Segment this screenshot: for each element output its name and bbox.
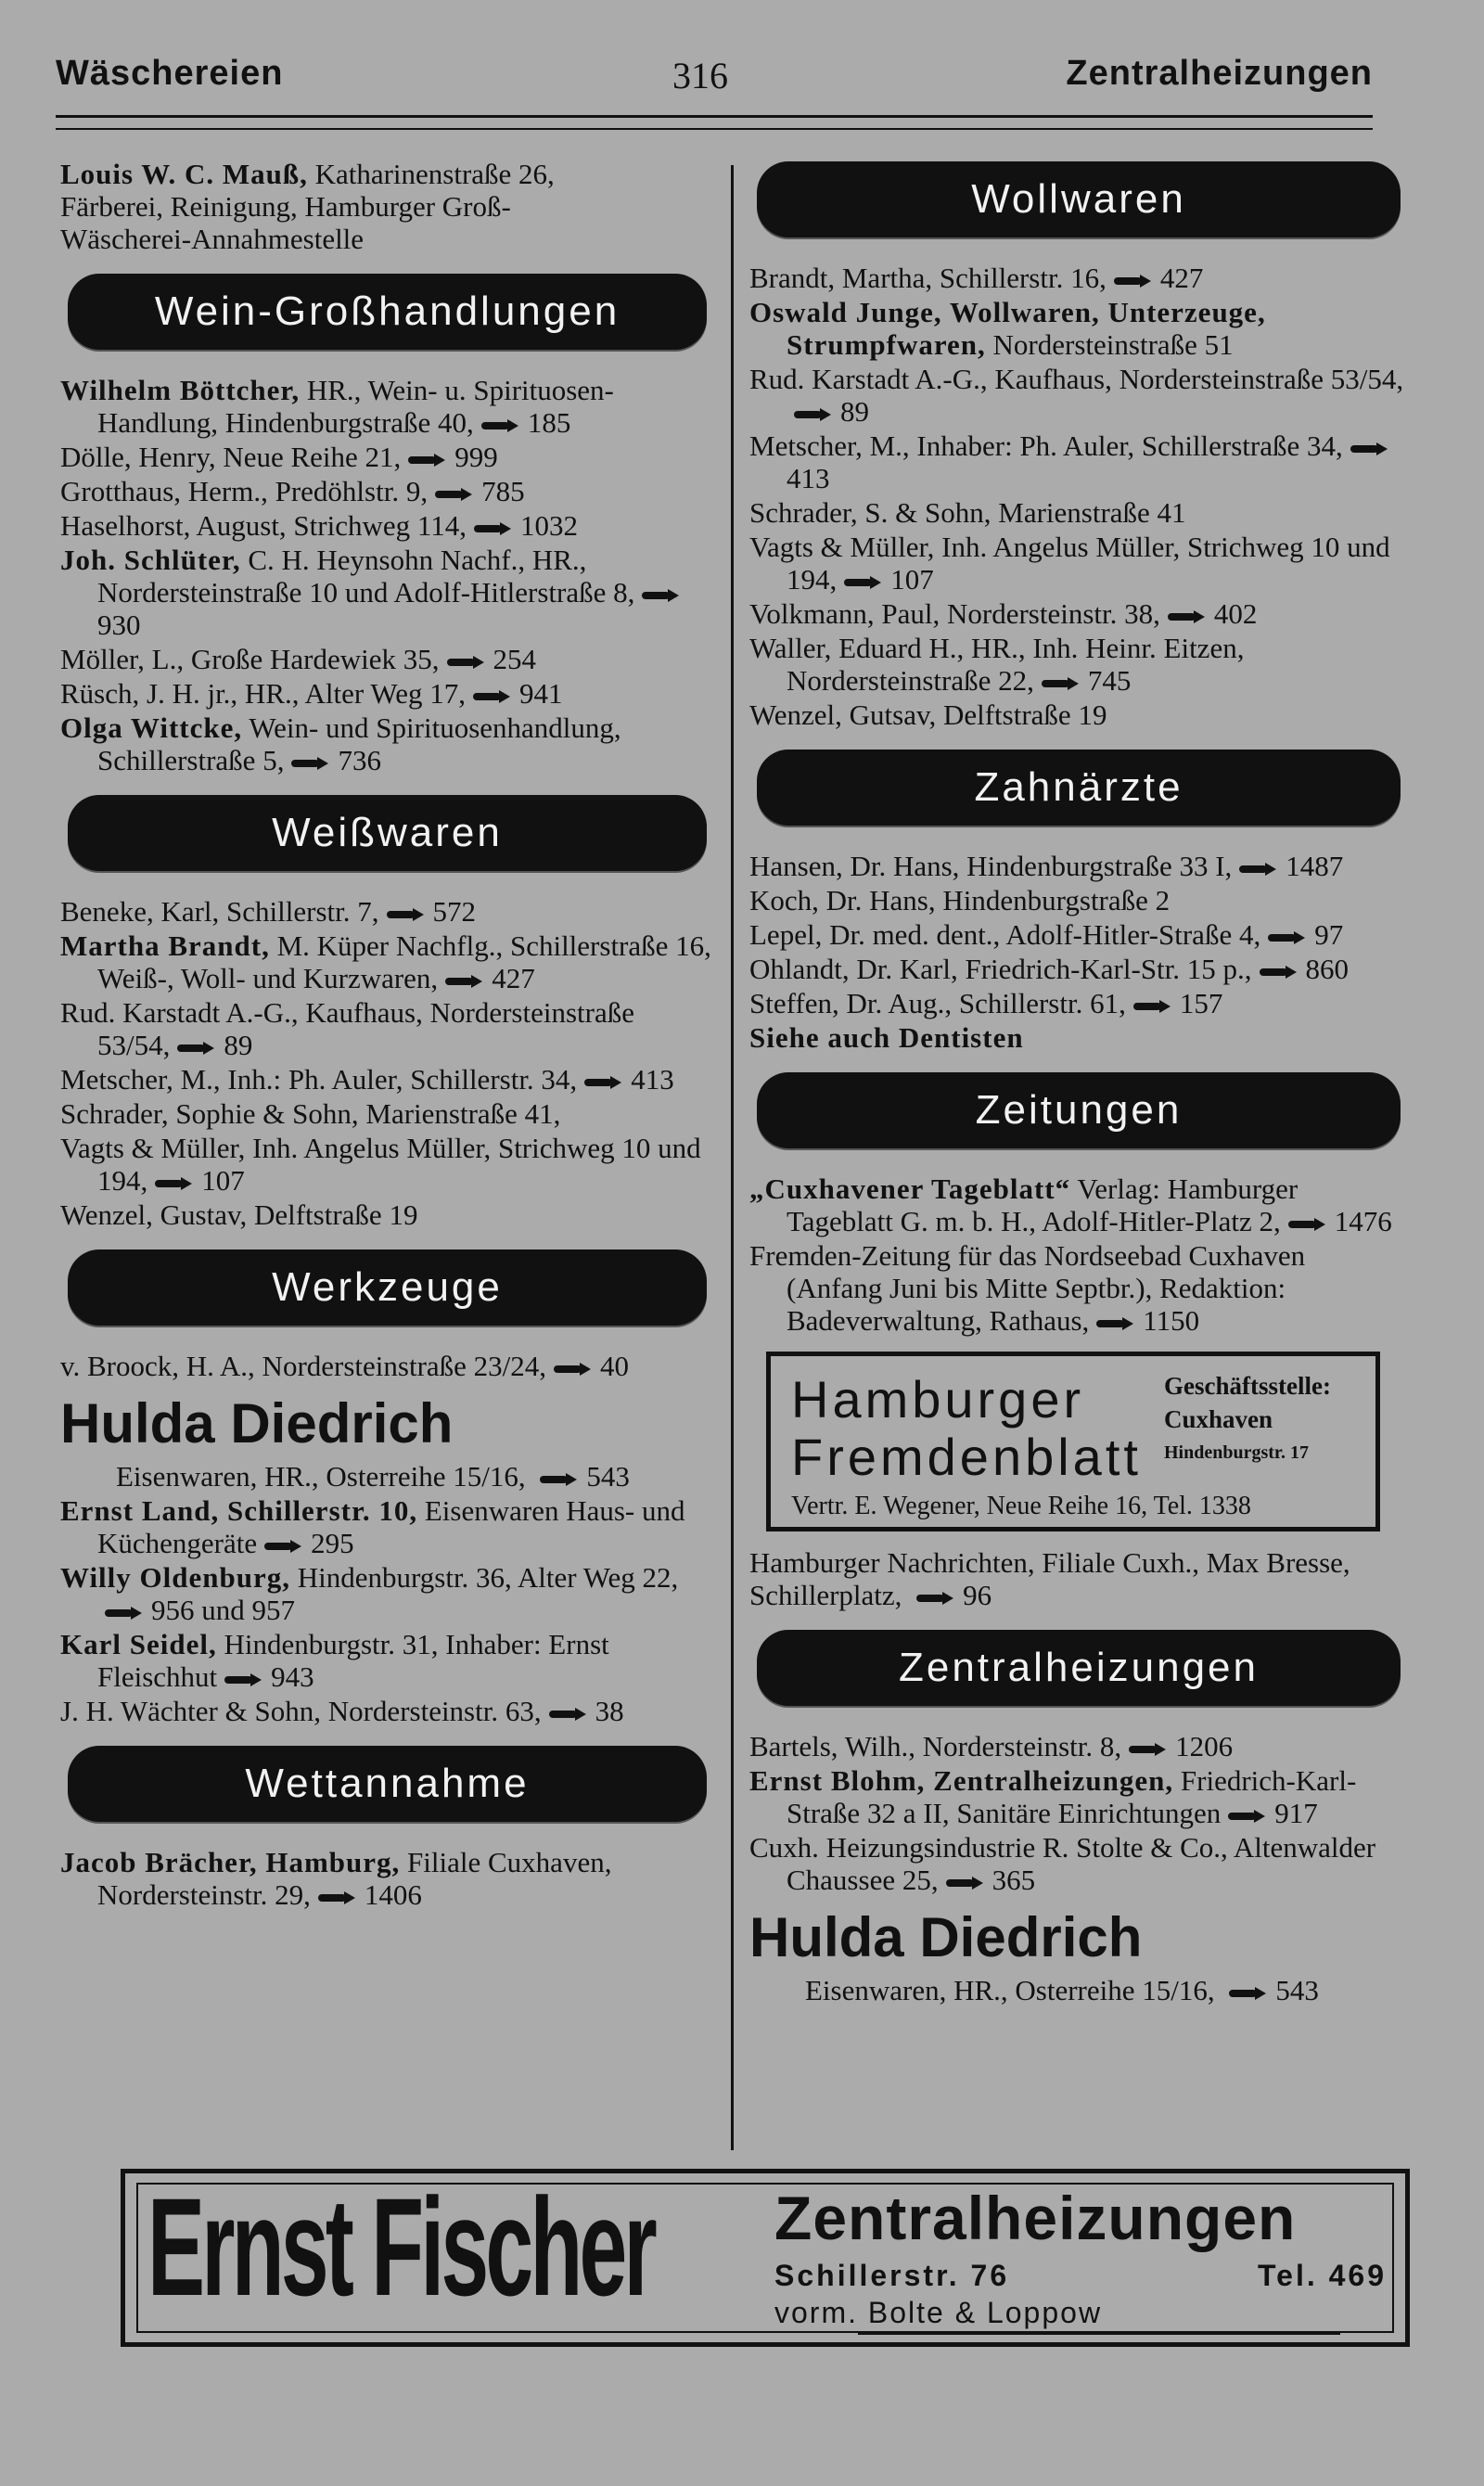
- list-item: [60, 1097, 714, 1130]
- entry-text: Rüsch, J. H. jr., HR., Alter Weg 17,: [60, 677, 466, 710]
- entry-text: Koch, Dr. Hans, Hindenburgstraße 2: [749, 884, 1171, 916]
- header-rule: [56, 115, 1373, 118]
- entry-text: Schrader, S. & Sohn, Marienstraße 41: [749, 496, 1186, 529]
- phone-icon: [642, 589, 681, 602]
- list-item: [60, 1198, 714, 1231]
- entry-text: Metscher, M., Inhaber: Ph. Auler, Schillerstraße 34,: [749, 429, 1343, 462]
- list-item: [60, 544, 714, 641]
- entry-text: Brandt, Martha, Schillerstr. 16,: [749, 262, 1107, 294]
- list-item: [60, 374, 714, 439]
- list-item: [749, 363, 1408, 428]
- phone-number: 413: [787, 462, 830, 494]
- weiss-list: [60, 895, 714, 1231]
- entry-text: M. Küper Nachflg., Schillerstraße 16, Weiß-, Woll- und Kurzwaren,: [97, 929, 711, 994]
- list-item: [60, 1695, 714, 1727]
- zahn-list: [749, 850, 1408, 1054]
- entry-name: Karl Seidel,: [60, 1628, 217, 1660]
- list-item: [749, 429, 1408, 494]
- entry-text: HR., Wein- u. Spirituosen-Handlung, Hindenburgstraße 40,: [97, 374, 614, 439]
- ad-street: Schillerstr. 76: [774, 2259, 1010, 2292]
- list-item: [60, 441, 714, 473]
- entry-text: Eisenwaren, HR., Osterreihe 15/16,: [116, 1460, 526, 1493]
- list-item: [749, 1831, 1408, 1896]
- ernst-fischer-ad: [121, 2169, 1410, 2347]
- phone-number: 107: [201, 1164, 245, 1197]
- entry-name: „Cuxhavener Tageblatt“: [749, 1173, 1071, 1205]
- entry-name: Martha Brandt,: [60, 929, 270, 962]
- phone-number: 943: [271, 1660, 314, 1693]
- section-banner-weiss: Weißwaren: [68, 795, 707, 871]
- werkzeuge-list: [60, 1350, 714, 1382]
- phone-icon: [177, 1042, 216, 1055]
- entry-text: Wein- und Spirituosenhandlung, Schillerstraße 5,: [97, 711, 621, 776]
- phone-icon: [1288, 1218, 1327, 1231]
- list-item: [749, 850, 1408, 882]
- ad-telephone: Tel. 469: [1257, 2259, 1387, 2292]
- entry-text: Hindenburgstr. 36, Alter Weg 22,: [297, 1561, 679, 1594]
- list-item: [749, 918, 1408, 951]
- section-banner-zeit: Zeitungen: [757, 1072, 1401, 1148]
- list-item: [749, 496, 1408, 529]
- ad-title-line1: Hamburger: [791, 1370, 1085, 1429]
- phone-icon: [291, 757, 330, 770]
- phone-icon: [105, 1607, 144, 1620]
- phone-number: 543: [586, 1460, 630, 1493]
- list-item: [749, 296, 1408, 361]
- entry-text: Hansen, Dr. Hans, Hindenburgstraße 33 I,: [749, 850, 1233, 882]
- list-item: [749, 1764, 1408, 1829]
- phone-number: 543: [1275, 1974, 1319, 2006]
- section-banner-werkzeuge: Werkzeuge: [68, 1249, 707, 1326]
- entry-text: Wenzel, Gutsav, Delftstraße 19: [749, 698, 1107, 731]
- phone-icon: [549, 1708, 588, 1721]
- hulda-diedrich-name: Hulda Diedrich: [60, 1392, 454, 1454]
- entry-name: Ernst Land, Schillerstr. 10,: [60, 1494, 418, 1527]
- list-item: [60, 895, 714, 928]
- hulda-diedrich-name-2: Hulda Diedrich: [749, 1906, 1143, 1968]
- list-item: [749, 698, 1408, 731]
- phone-icon: [584, 1076, 623, 1089]
- entry-text: Fremden-Zeitung für das Nordseebad Cuxhaven (Anfang Juni bis Mitte Septbr.), Redaktion: Badeverwaltung, Rathaus,: [749, 1239, 1306, 1337]
- entry-text: Waller, Eduard H., HR., Inh. Heinr. Eitzen, Nordersteinstraße 22,: [749, 632, 1245, 697]
- phone-number: 1150: [1143, 1304, 1200, 1337]
- list-item: [60, 996, 714, 1061]
- phone-icon: [1168, 610, 1207, 623]
- ad-underline: [858, 2333, 1340, 2335]
- wett-list: [60, 1846, 714, 1911]
- phone-icon: [318, 1891, 357, 1904]
- phone-number: 860: [1305, 953, 1350, 985]
- list-item: [749, 531, 1408, 596]
- phone-number: 930: [97, 609, 141, 641]
- entry-text: Vagts & Müller, Inh. Angelus Müller, Strichweg 10 und 194,: [60, 1132, 701, 1197]
- ad-title: Zentralheizungen: [774, 2184, 1297, 2252]
- phone-number: 97: [1314, 918, 1344, 951]
- page-number: 316: [672, 55, 728, 96]
- phone-number: 107: [890, 563, 934, 596]
- phone-number: 1487: [1286, 850, 1344, 882]
- page-header: [56, 54, 1373, 109]
- phone-number: 917: [1274, 1797, 1318, 1829]
- entry-line: Färberei, Reinigung, Hamburger Groß-: [60, 190, 511, 223]
- nachrichten-entry: [749, 1546, 1408, 1611]
- phone-number: 365: [991, 1864, 1036, 1896]
- entry-text: Dölle, Henry, Neue Reihe 21,: [60, 441, 402, 473]
- phone-icon: [224, 1673, 263, 1686]
- phone-number: 999: [454, 441, 498, 473]
- entry-name: Ernst Blohm, Zentralheizungen,: [749, 1764, 1174, 1797]
- phone-number: 89: [224, 1029, 253, 1061]
- list-item: [749, 953, 1408, 985]
- ad-title-line2: Fremdenblatt: [791, 1428, 1142, 1486]
- list-item: [749, 884, 1408, 916]
- ad-side-city: Cuxhaven: [1164, 1405, 1273, 1433]
- phone-icon: [916, 1592, 955, 1605]
- phone-number: 96: [963, 1579, 992, 1611]
- phone-number: 185: [527, 406, 571, 439]
- fremdenblatt-ad: [766, 1352, 1380, 1531]
- column-divider: [731, 165, 734, 2150]
- section-banner-wein: Wein-Großhandlungen: [68, 274, 707, 350]
- entry-text: Bartels, Wilh., Nordersteinstr. 8,: [749, 1730, 1122, 1762]
- phone-icon: [554, 1363, 593, 1376]
- ad-former-owner: vorm. Bolte & Loppow: [774, 2296, 1103, 2329]
- entry-text: Nordersteinstraße 51: [992, 328, 1234, 361]
- entry-text: Metscher, M., Inh.: Ph. Auler, Schillerstr. 34,: [60, 1063, 578, 1096]
- right-column: [749, 158, 1408, 2008]
- phone-number: 956 und 957: [151, 1594, 295, 1626]
- entry-name: Siehe auch Dentisten: [749, 1021, 1024, 1054]
- section-banner-woll: Wollwaren: [757, 161, 1401, 237]
- entry-text: Cuxh. Heizungsindustrie R. Stolte & Co., Altenwalder Chaussee 25,: [749, 1831, 1376, 1896]
- phone-icon: [447, 656, 486, 669]
- phone-icon: [408, 454, 447, 467]
- phone-icon: [474, 522, 513, 535]
- list-item: [60, 1350, 714, 1382]
- phone-number: 785: [481, 475, 525, 507]
- entry-text: J. H. Wächter & Sohn, Nordersteinstr. 63,: [60, 1695, 542, 1727]
- phone-number: 1406: [364, 1878, 422, 1911]
- phone-icon: [540, 1473, 579, 1486]
- phone-icon: [445, 975, 484, 988]
- phone-icon: [1114, 275, 1153, 288]
- phone-icon: [481, 419, 520, 432]
- entry-text: Lepel, Dr. med. dent., Adolf-Hitler-Straße 4,: [749, 918, 1261, 951]
- phone-icon: [1350, 442, 1389, 455]
- phone-icon: [1133, 1000, 1172, 1013]
- intro-entry: [60, 158, 714, 255]
- entry-line: Katharinenstraße 26,: [314, 158, 555, 190]
- phone-icon: [1268, 931, 1307, 944]
- phone-icon: [844, 576, 883, 589]
- phone-number: 745: [1087, 664, 1132, 697]
- entry-text: Vagts & Müller, Inh. Angelus Müller, Strichweg 10 und 194,: [749, 531, 1390, 596]
- phone-number: 427: [1159, 262, 1204, 294]
- entry-text: Ohlandt, Dr. Karl, Friedrich-Karl-Str. 15 p.,: [749, 953, 1252, 985]
- entry-text: Grotthaus, Herm., Predöhlstr. 9,: [60, 475, 429, 507]
- entry-text: Rud. Karstadt A.-G., Kaufhaus, Nordersteinstraße 53/54,: [749, 363, 1404, 395]
- hulda-diedrich-entry: [60, 1460, 714, 1493]
- phone-number: 413: [631, 1063, 674, 1096]
- entry-name: Joh. Schlüter,: [60, 544, 241, 576]
- entry-text: v. Broock, H. A., Nordersteinstraße 23/24,: [60, 1350, 547, 1382]
- entry-text: C. H. Heynsohn Nachf., HR., Nordersteinstraße 10 und Adolf-Hitlerstraße 8,: [97, 544, 635, 609]
- entry-line: Wäscherei-Annahmestelle: [60, 223, 365, 255]
- entry-text: Haselhorst, August, Strichweg 114,: [60, 509, 467, 542]
- phone-number: 402: [1213, 597, 1258, 630]
- entry-name: Oswald Junge, Wollwaren, Unterzeuge, Strumpfwaren,: [749, 296, 1266, 361]
- phone-number: 572: [432, 895, 476, 928]
- list-item: [60, 1132, 714, 1197]
- entry-name: Willy Oldenburg,: [60, 1561, 290, 1594]
- list-item: [60, 1846, 714, 1911]
- entry-name: Wilhelm Böttcher,: [60, 374, 301, 406]
- entry-text: Beneke, Karl, Schillerstr. 7,: [60, 895, 379, 928]
- header-rule-thin: [56, 128, 1373, 130]
- entry-name: Olga Wittcke,: [60, 711, 243, 744]
- hulda-diedrich-entry-2: [749, 1974, 1408, 2006]
- phone-number: 254: [493, 643, 537, 675]
- ad-footer: Vertr. E. Wegener, Neue Reihe 16, Tel. 1338: [791, 1492, 1251, 1520]
- phone-number: 1032: [519, 509, 578, 542]
- phone-number: 295: [311, 1527, 354, 1559]
- header-left: Wäschereien: [56, 54, 284, 93]
- ad-company-name: Ernst Fischer: [147, 2169, 655, 2325]
- phone-icon: [794, 408, 833, 421]
- phone-icon: [1096, 1317, 1135, 1330]
- phone-icon: [1229, 1987, 1268, 2000]
- entry-text: Wenzel, Gustav, Delftstraße 19: [60, 1198, 418, 1231]
- zentral-list: [749, 1730, 1408, 1896]
- header-right: Zentralheizungen: [1066, 54, 1373, 93]
- entry-name: Louis W. C. Mauß,: [60, 158, 308, 190]
- list-item: [60, 1628, 714, 1693]
- zeit-list: [749, 1173, 1408, 1337]
- list-item: [749, 632, 1408, 697]
- entry-text: Friedrich-Karl-Straße 32 a II, Sanitäre Einrichtungen: [787, 1764, 1357, 1829]
- left-column: [60, 158, 714, 1913]
- list-item: [60, 677, 714, 710]
- phone-icon: [1239, 863, 1278, 876]
- list-item: [749, 1730, 1408, 1762]
- list-item: [749, 1021, 1408, 1054]
- phone-number: 1206: [1175, 1730, 1234, 1762]
- list-item: [60, 711, 714, 776]
- entry-text: Hamburger Nachrichten, Filiale Cuxh., Max Bresse, Schillerplatz,: [749, 1546, 1350, 1611]
- list-item: [749, 987, 1408, 1019]
- list-item: [60, 929, 714, 994]
- phone-icon: [387, 908, 426, 921]
- entry-text: Eisenwaren Haus- und Küchengeräte: [97, 1494, 685, 1559]
- entry-name: Jacob Brächer, Hamburg,: [60, 1846, 401, 1878]
- list-item: [60, 1494, 714, 1559]
- list-item: [60, 475, 714, 507]
- list-item: [60, 509, 714, 542]
- phone-icon: [1228, 1810, 1267, 1823]
- phone-icon: [1042, 677, 1081, 690]
- phone-icon: [1129, 1743, 1168, 1756]
- list-item: [749, 597, 1408, 630]
- entry-text: Steffen, Dr. Aug., Schillerstr. 61,: [749, 987, 1126, 1019]
- wein-list: [60, 374, 714, 776]
- section-banner-wett: Wettannahme: [68, 1746, 707, 1822]
- list-item: [60, 1561, 714, 1626]
- entry-text: Volkmann, Paul, Nordersteinstr. 38,: [749, 597, 1160, 630]
- entry-text: Schrader, Sophie & Sohn, Marienstraße 41,: [60, 1097, 561, 1130]
- phone-number: 38: [595, 1695, 624, 1727]
- woll-list: [749, 262, 1408, 731]
- phone-icon: [946, 1877, 985, 1890]
- entry-text: Hindenburgstr. 31, Inhaber: Ernst Fleischhut: [97, 1628, 609, 1693]
- list-item: [749, 1173, 1408, 1237]
- phone-number: 427: [492, 962, 535, 994]
- phone-icon: [1260, 966, 1298, 979]
- ad-side-street: Hindenburgstr. 17: [1164, 1442, 1309, 1463]
- werkzeuge-more-list: [60, 1494, 714, 1727]
- phone-number: 736: [338, 744, 381, 776]
- section-banner-zahn: Zahnärzte: [757, 750, 1401, 826]
- phone-icon: [155, 1177, 194, 1190]
- phone-number: 40: [600, 1350, 630, 1382]
- phone-number: 941: [518, 677, 563, 710]
- phone-number: 1476: [1334, 1205, 1392, 1237]
- entry-text: Filiale Cuxhaven, Nordersteinstr. 29,: [97, 1846, 612, 1911]
- list-item: [749, 1239, 1408, 1337]
- ad-side-info: [1164, 1369, 1331, 1469]
- phone-number: 89: [840, 395, 869, 428]
- ad-side-label: Geschäftsstelle:: [1164, 1372, 1331, 1400]
- phone-icon: [264, 1540, 303, 1553]
- phone-number: 157: [1179, 987, 1223, 1019]
- entry-text: Möller, L., Große Hardewiek 35,: [60, 643, 440, 675]
- list-item: [749, 262, 1408, 294]
- phone-icon: [435, 488, 474, 501]
- entry-text: Verlag: Hamburger Tageblatt G. m. b. H., Adolf-Hitler-Platz 2,: [787, 1173, 1298, 1237]
- list-item: [60, 1063, 714, 1096]
- list-item: [60, 643, 714, 675]
- entry-text: Rud. Karstadt A.-G., Kaufhaus, Nordersteinstraße 53/54,: [60, 996, 634, 1061]
- section-banner-zentral: Zentralheizungen: [757, 1630, 1401, 1706]
- entry-text: Eisenwaren, HR., Osterreihe 15/16,: [805, 1974, 1215, 2006]
- phone-icon: [473, 690, 512, 703]
